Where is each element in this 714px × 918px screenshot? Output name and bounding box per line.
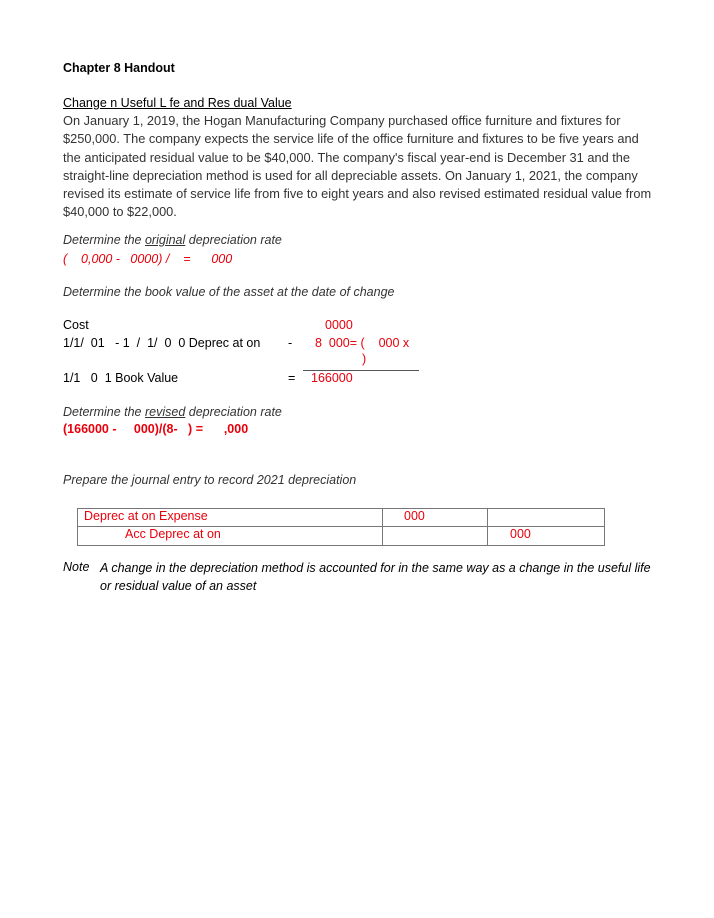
table-row: [78, 509, 604, 527]
note-label: Note: [63, 560, 90, 574]
question-suffix: depreciation rate: [185, 405, 282, 419]
deprec-value: 8 000= ( 000 x: [315, 336, 410, 350]
question-suffix: depreciation rate: [185, 233, 282, 247]
question-original-rate: [63, 233, 282, 247]
question-journal-entry: Prepare the journal entry to record 2021 depreciation: [63, 473, 357, 487]
question-prefix: Determine the: [63, 405, 145, 419]
account-name: Acc Deprec at on: [125, 527, 221, 541]
deprec-sign: -: [288, 336, 293, 350]
section-heading: Change n Useful L fe and Res dual Value: [63, 96, 292, 110]
journal-entry-table: [77, 508, 605, 546]
column-divider: [382, 509, 383, 545]
credit-amount: 000: [510, 527, 531, 541]
question-prefix: Determine the: [63, 233, 145, 247]
cost-label: Cost: [63, 318, 89, 332]
answer-original-rate: ( 0,000 - 0000) / = 000: [63, 252, 233, 266]
question-book-value: Determine the book value of the asset at the date of change: [63, 285, 395, 299]
problem-text: On January 1, 2019, the Hogan Manufacturing Company purchased office furniture and fixtures for $250,000. The company expects the service life of the office furniture and fixtures to be five years and the anticipated residual value to be $40,000. The company's fiscal year-end is December 31 and the straight-line depreciation method is used for all depreciable assets. On January 1, 2021, the company revised its estimate of service life from five to eight years and also revised estimated residual value from $40,000 to $22,000.: [63, 113, 652, 220]
debit-amount: 000: [404, 509, 425, 523]
account-name: Deprec at on Expense: [84, 509, 208, 523]
page-title: Chapter 8 Handout: [63, 61, 175, 75]
book-value-amount: 166000: [311, 371, 353, 385]
column-divider: [487, 509, 488, 545]
note-text: A change in the depreciation method is accounted for in the same way as a change in the useful life or residual value of an asset: [100, 561, 651, 593]
question-underlined-word: revised: [144, 405, 186, 419]
answer-revised-rate: (166000 - 000)/(8- ) = ,000: [63, 422, 249, 436]
deprec-label: 1/1/ 01 - 1 / 1/ 0 0 Deprec at on: [63, 336, 261, 350]
question-underlined-word: original: [144, 233, 186, 247]
deprec-paren: ): [362, 352, 367, 366]
book-value-label: 1/1 0 1 Book Value: [63, 371, 179, 385]
book-value-sign: =: [288, 371, 296, 385]
table-row: [78, 527, 604, 544]
cost-value: 0000: [325, 318, 353, 332]
question-revised-rate: [63, 405, 282, 419]
